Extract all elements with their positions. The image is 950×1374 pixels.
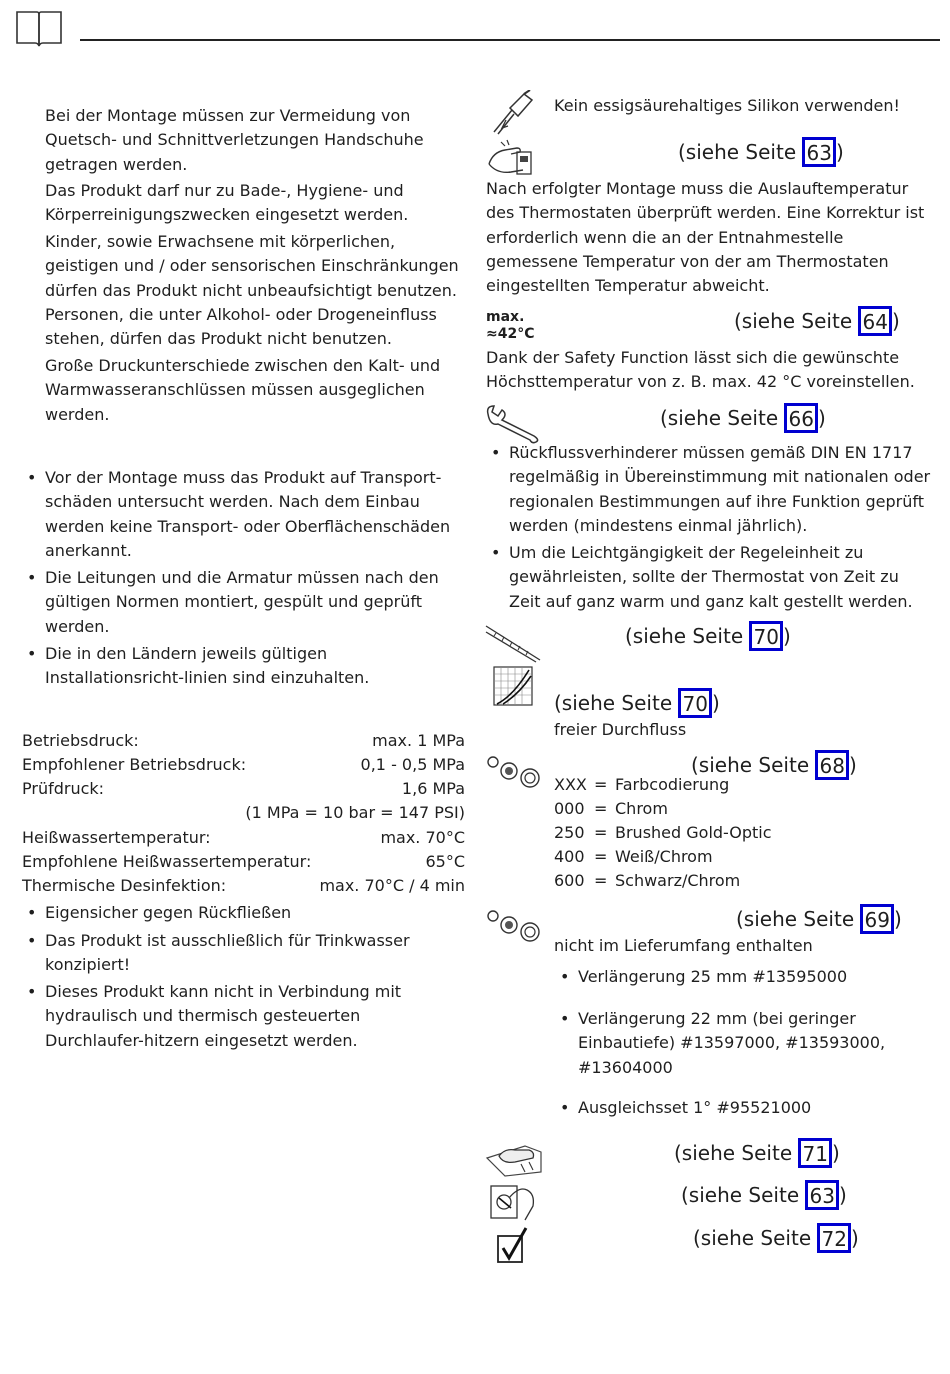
spec-bullet: • Das Produkt ist ausschließlich für Trinkwasser konzipiert! <box>45 929 425 978</box>
see-page-ref[interactable]: (siehe Seite 70 ) <box>625 623 791 651</box>
accessory-item: • Ausgleichsset 1° #95521000 <box>578 1096 918 1120</box>
handling-icon <box>489 1180 539 1222</box>
accessory-item: • Verlängerung 25 mm #13595000 <box>578 965 918 989</box>
spare-parts-icon <box>485 754 543 790</box>
spec-bullet: • Dieses Produkt kann nicht in Verbindung mit hydraulisch und thermisch gesteuerten Durchlaufer-hitzern eingesetzt werden. <box>45 980 460 1053</box>
accessories-label: nicht im Lieferumfang enthalten <box>554 936 813 955</box>
page-link-box: 69 <box>860 904 893 934</box>
safety-function-text: Dank der Safety Function lässt sich die gewünschte Höchsttemperatur von z. B. max. 42 °C voreinstellen. <box>486 348 915 392</box>
color-code-row: 400 = Weiß/Chrom <box>554 847 713 866</box>
safety-paragraph-pressure: Große Druckunterschiede zwischen den Kalt- und Warmwasseranschlüssen müssen ausgeglichen werden. <box>45 356 441 424</box>
mounting-bullet: • Vor der Montage muss das Produkt auf Transport-schäden untersucht werden. Nach dem Einbau werden keine Transport- oder Oberflächenschäden anerkannt. <box>45 466 455 563</box>
page-link-box: 68 <box>815 750 848 780</box>
page-link-box: 63 <box>805 1180 838 1210</box>
see-page-ref[interactable]: (siehe Seite 69 ) <box>736 906 902 934</box>
cleaning-hand-icon <box>485 1138 543 1178</box>
page-link-box: 70 <box>749 621 782 651</box>
maintenance-bullet: • Um die Leichtgängigkeit der Regeleinheit zu gewährleisten, sollte der Thermostat von Zeit zu Zeit auf ganz warm und ganz kalt gestellt werden. <box>509 541 929 614</box>
page-link-box: 63 <box>802 137 835 167</box>
see-page-ref[interactable]: (siehe Seite 63 ) <box>678 139 844 167</box>
safety-paragraph-gloves: Bei der Montage müssen zur Vermeidung von Quetsch- und Schnittverletzungen Handschuhe getragen werden. <box>45 106 424 174</box>
header-rule <box>80 39 940 41</box>
maintenance-bullet: • Rückflussverhinderer müssen gemäß DIN EN 1717 regelmäßig in Übereinstimmung mit nationalen oder regionalen Bestimmungen auf ihre Funktion geprüft werden (mindestens einmal jährlich). <box>509 441 934 538</box>
see-page-ref[interactable]: (siehe Seite 66 ) <box>660 405 826 433</box>
see-page-ref[interactable]: (siehe Seite 63 ) <box>681 1182 847 1210</box>
mounting-bullet: • Die in den Ländern jeweils gültigen Installationsricht-linien sind einzuhalten. <box>45 642 465 691</box>
color-code-row: XXX = Farbcodierung <box>554 775 730 794</box>
flow-label: freier Durchfluss <box>554 720 687 739</box>
see-page-ref[interactable]: (siehe Seite 70 ) <box>554 690 720 718</box>
flow-diagram-icon <box>493 666 533 706</box>
see-page-ref[interactable]: (siehe Seite 68 ) <box>691 752 857 780</box>
checkmark-icon <box>496 1226 530 1264</box>
see-page-ref[interactable]: (siehe Seite 64 ) <box>734 308 900 336</box>
accessory-item: • Verlängerung 22 mm (bei geringer Einbautiefe) #13597000, #13593000, #13604000 <box>578 1007 918 1080</box>
silicone-note: Kein essigsäurehaltiges Silikon verwenden! <box>554 96 900 115</box>
page-link-box: 71 <box>798 1138 831 1168</box>
dimensions-icon <box>484 624 542 664</box>
page-link-box: 66 <box>784 403 817 433</box>
color-code-row: 000 = Chrom <box>554 799 668 818</box>
page-link-box: 70 <box>678 688 711 718</box>
thermometer-hand-icon <box>487 138 535 178</box>
color-code-row: 600 = Schwarz/Chrom <box>554 871 741 890</box>
book-icon <box>15 10 63 48</box>
safety-paragraph-persons: Kinder, sowie Erwachsene mit körperlichen, geistigen und / oder sensorischen Einschränkungen dürfen das Produkt nicht unbeaufsichtigt benutzen. Personen, die unter Alkohol- oder Drogeneinfluss stehen, dürfen das Produkt nicht benutzen. <box>45 232 459 349</box>
wrench-icon <box>484 404 542 444</box>
color-code-row: 250 = Brushed Gold-Optic <box>554 823 772 842</box>
spare-parts-icon <box>485 908 543 944</box>
see-page-ref[interactable]: (siehe Seite 72 ) <box>693 1225 859 1253</box>
page-link-box: 64 <box>858 306 891 336</box>
page-link-box: 72 <box>817 1223 850 1253</box>
safety-paragraph-usage: Das Produkt darf nur zu Bade-, Hygiene- und Körperreinigungszwecken eingesetzt werden. <box>45 181 409 225</box>
temperature-check-text: Nach erfolgter Montage muss die Auslauftemperatur des Thermostaten überprüft werden. Eine Korrektur ist erforderlich wenn die an der Entnahmestelle gemessene Temperatur von der am Thermostaten eingestellten Temperatur abweicht. <box>486 179 925 296</box>
mounting-bullet: • Die Leitungen und die Armatur müssen nach den gültigen Normen montiert, gespült und geprüft werden. <box>45 566 445 639</box>
spec-bullet: • Eigensicher gegen Rückfließen <box>45 901 445 925</box>
silicone-gun-icon <box>490 90 540 136</box>
max-temperature-symbol: max. ≈42°C <box>486 309 535 342</box>
see-page-ref[interactable]: (siehe Seite 71 ) <box>674 1140 840 1168</box>
